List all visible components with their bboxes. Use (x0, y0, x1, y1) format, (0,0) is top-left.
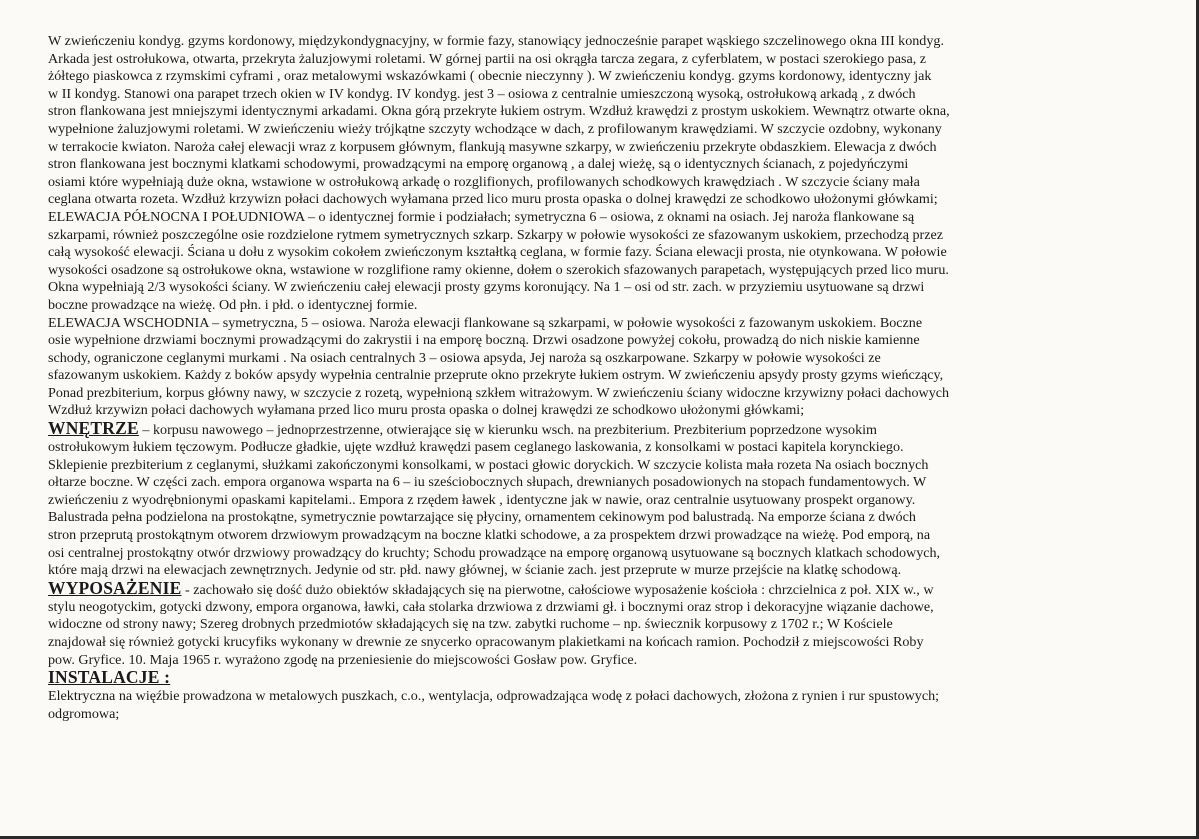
text-line: szkarpami, również poszczególne osie rozdzielone rytmem symetrycznych szkarp. Szkarpy w połowie wysokości ze sfazowanym uskokiem, przechodzą przez (48, 226, 944, 243)
section-heading-wyposazenie: WYPOSAŻENIE (48, 577, 182, 598)
text-line: Arkada jest ostrołukowa, otwarta, przekryta żaluzjowymi roletami. W górnej partii na osi okrągła tarcza zegara, z cyferblatem, w postaci szerokiego pasa, z (48, 50, 927, 67)
text-line: osi centralnej prostokątny otwór drzwiowy prowadzący do kruchty; Schodu prowadzące na emporę organową usytuowane są bocznych klatkach schodowych, (48, 544, 941, 561)
text-line: widoczne od strony nawy; Szereg drobnych przedmiotów składających się na tzw. zabytki ruchome – np. świecznik korpusowy z 1702 r.; W Kościele (48, 616, 893, 633)
text-line: osie wypełnione drzwiami bocznymi prowadzącymi do zakrystii i na emporę boczną. Drzwi osadzone powyżej cokołu, prowadzą do nich niskie kamienne (48, 332, 920, 349)
text-line: Elektryczna na więźbie prowadzona w metalowych puszkach, c.o., wentylacja, odprowadzająca wodę z połaci dachowych, złożona z rynien i rur spustowych; (48, 688, 940, 705)
text-line: wypełnione żaluzjowymi roletami. W zwieńczeniu wieży trójkątne szczyty wchodzące w dach, z profilowanym krawędziami. W szczycie ozdobny, wykonany (48, 120, 942, 137)
text-line: stron flankowana jest bocznymi klatkami schodowymi, prowadzącymi na emporę organową , a dalej wieżę, są o identycznych ścianach, z pojedyńczymi (48, 156, 909, 173)
text-line: Balustrada pełna podzielona na prostokątne, symetrycznie powtarzające się płyciny, ornamentem cekinowym pod balustradą. Na emporze ściana z dwóch (48, 509, 916, 526)
text-line: wysokości osadzone są ostrołukowe okna, wstawione w rozglifione ramy okienne, dołem o szerokich sfazowanych parapetach, występujących przed lico muru. (48, 261, 949, 278)
text-line: znajdował się również gotycki krucyfiks wykonany w drewnie ze snycerko opracowanym plakietkami na końcach ramion. Pochodził z miejscowości Roby (48, 634, 924, 650)
text-line: ołtarze boczne. W części zach. empora organowa wsparta na 6 – iu sześciobocznych słupach, drewnianych posadowionych na stopach fundamentowych. W (48, 474, 927, 491)
instalacje-heading-line (48, 669, 1153, 688)
text-line: osiami które wypełniają duże okna, wstawione w ostrołukową arkadę o rozglifionych, profilowanych schodkowych krawędziach . W szczycie ściany mała (48, 173, 920, 190)
text-line: Ponad prezbiterium, korpus główny nawy, w szczycie z rozetą, wypełnioną szkłem witrażowym. W zwieńczeniu ściany widoczne krzywizny połaci dachowych (48, 384, 950, 401)
text-line: schody, ograniczone ceglanymi murkami . Na osiach centralnych 3 – osiowa apsyda, Jej naroża są oszkarpowane. Szkarpy w połowie wysokości ze (48, 349, 881, 366)
text-line: w II kondyg. Stanowi ona parapet trzech okien w IV kondyg. IV kondyg. jest 3 – osiowa z centralnie umieszczoną wysoką, ostrołukową arkadą , z dwóch (48, 85, 916, 102)
section-heading-instalacje: INSTALACJE : (48, 667, 171, 688)
text-line: sfazowanym uskokiem. Każdy z boków apsydy wypełnia centralnie przeprute okno przekryte łukiem ostrym. W zwieńczeniu apsydy prosty gzyms wieńczący, (48, 367, 944, 384)
text-line: stron przeprutą prostokątnym otworem drzwiowym prowadzącym na boczne klatki schodowe, a za prospektem drzwi prowadzące na wieżę. Pod emporą, na (48, 527, 931, 544)
text-line: Okna wypełniają 2/3 wysokości ściany. W zwieńczeniu całej elewacji prosty gzyms koronujący. Na 1 – osi od str. zach. w przyziemiu usytuowane są drzwi (48, 279, 925, 296)
text-line: boczne prowadzące na wieżę. Od płn. i płd. o identycznej formie. (48, 296, 418, 313)
text-line: ceglana otwarta rozeta. Wzdłuż krzywizn połaci dachowych wyłamana przed lico muru prosta opaska o dolnej krawędzi ze schodkowo ułożonymi główkami; (48, 191, 938, 208)
text-line: Sklepienie prezbiterium z ceglanymi, służkami zakończonymi konsolkami, w postaci głowic doryckich. W szczycie kolista mała rozeta Na osiach bocznych (48, 456, 929, 473)
section-heading-wnetrze: WNĘTRZE (48, 418, 139, 439)
wyposazenie-first-line (48, 577, 1153, 599)
text-line: stylu neogotyckim, gotycki dzwony, empora organowa, ławki, cała stolarka drzwiowa z drzwiami gł. i bocznymi oraz strop i dekoracyjne wiązanie dachowe, (48, 598, 934, 615)
text-line: ELEWACJA PÓŁNOCNA I POŁUDNIOWA – o identycznej formie i podziałach; symetryczna 6 – osiowa, z oknami na osiach. Jej naroża flankowane są (48, 208, 915, 225)
text-line: Wzdłuż krzywizn połaci dachowych wyłamana przed lico muru prosta opaska o dolnej krawędzi ze schodkowo ułożonymi główkami; (48, 402, 805, 419)
text-line: żółtego piaskowca z rzymskimi cyframi , oraz metalowymi wskazówkami ( obecnie nieczynny ). W zwieńczeniu kondyg. gzyms kordonowy, identyczny jak (48, 68, 932, 85)
text-line: w terrakocie kwiaton. Naroża całej elewacji wraz z korpusem głównym, flankują masywne szkarpy, w zwieńczeniu przekryte obdaszkiem. Elewacja z dwóch (48, 138, 937, 155)
text-run: - zachowało się dość dużo obiektów składających się na pierwotne, całościowe wyposażenie kościoła : chrzcielnica z poł. XIX w., w (181, 581, 934, 598)
text-run: – korpusu nawowego – jednoprzestrzenne, otwierające się w kierunku wsch. na prezbiterium. Prezbiterium poprzedzone wysokim (138, 422, 877, 439)
text-line: pow. Gryfice. 10. Maja 1965 r. wyrażono zgodę na przeniesienie do miejscowości Gosław pow. Gryfice. (48, 651, 638, 668)
document-body (48, 33, 1153, 723)
text-line: stron flankowana jest mniejszymi identycznymi arkadami. Okna górą przekryte łukiem ostrym. Wzdłuż krawędzi z prostym uskokiem. Wewnątrz otwarte okna, (48, 103, 950, 120)
text-line: całą wysokość elewacji. Ściana u dołu z wysokim cokołem zwieńczonym kształtką ceglana, w formie fazy. Ściana elewacji prosta, nie otynkowana. W połowie (48, 244, 947, 261)
wnetrze-first-line (48, 420, 1153, 439)
text-line: odgromowa; (48, 705, 120, 722)
text-line: W zwieńczeniu kondyg. gzyms kordonowy, międzykondygnacyjny, w formie fazy, stanowiący jednocześnie parapet wąskiego szczelinowego okna III kondyg. (48, 33, 944, 49)
text-line: ELEWACJA WSCHODNIA – symetryczna, 5 – osiowa. Naroża elewacji flankowane są szkarpami, w połowie wysokości z fazowanym uskokiem. Boczne (48, 314, 923, 331)
text-line: ostrołukowym łukiem tęczowym. Podłucze gładkie, ujęte wzdłuż krawędzi pasem ceglanego laskowania, z konsolkami w postaci kapitela korynckiego. (48, 439, 904, 456)
text-line: zwieńczeniu z wyodrębnionymi opaskami kapitelami.. Empora z rzędem ławek , identyczne jak w nawie, oraz centralnie usytuowany prospekt organowy. (48, 491, 916, 508)
text-line: które mają drzwi na elewacjach zewnętrznych. Jedynie od str. płd. nawy głównej, w ścianie zach. jest przeprute w murze przejście na klatkę schodową. (48, 562, 902, 579)
